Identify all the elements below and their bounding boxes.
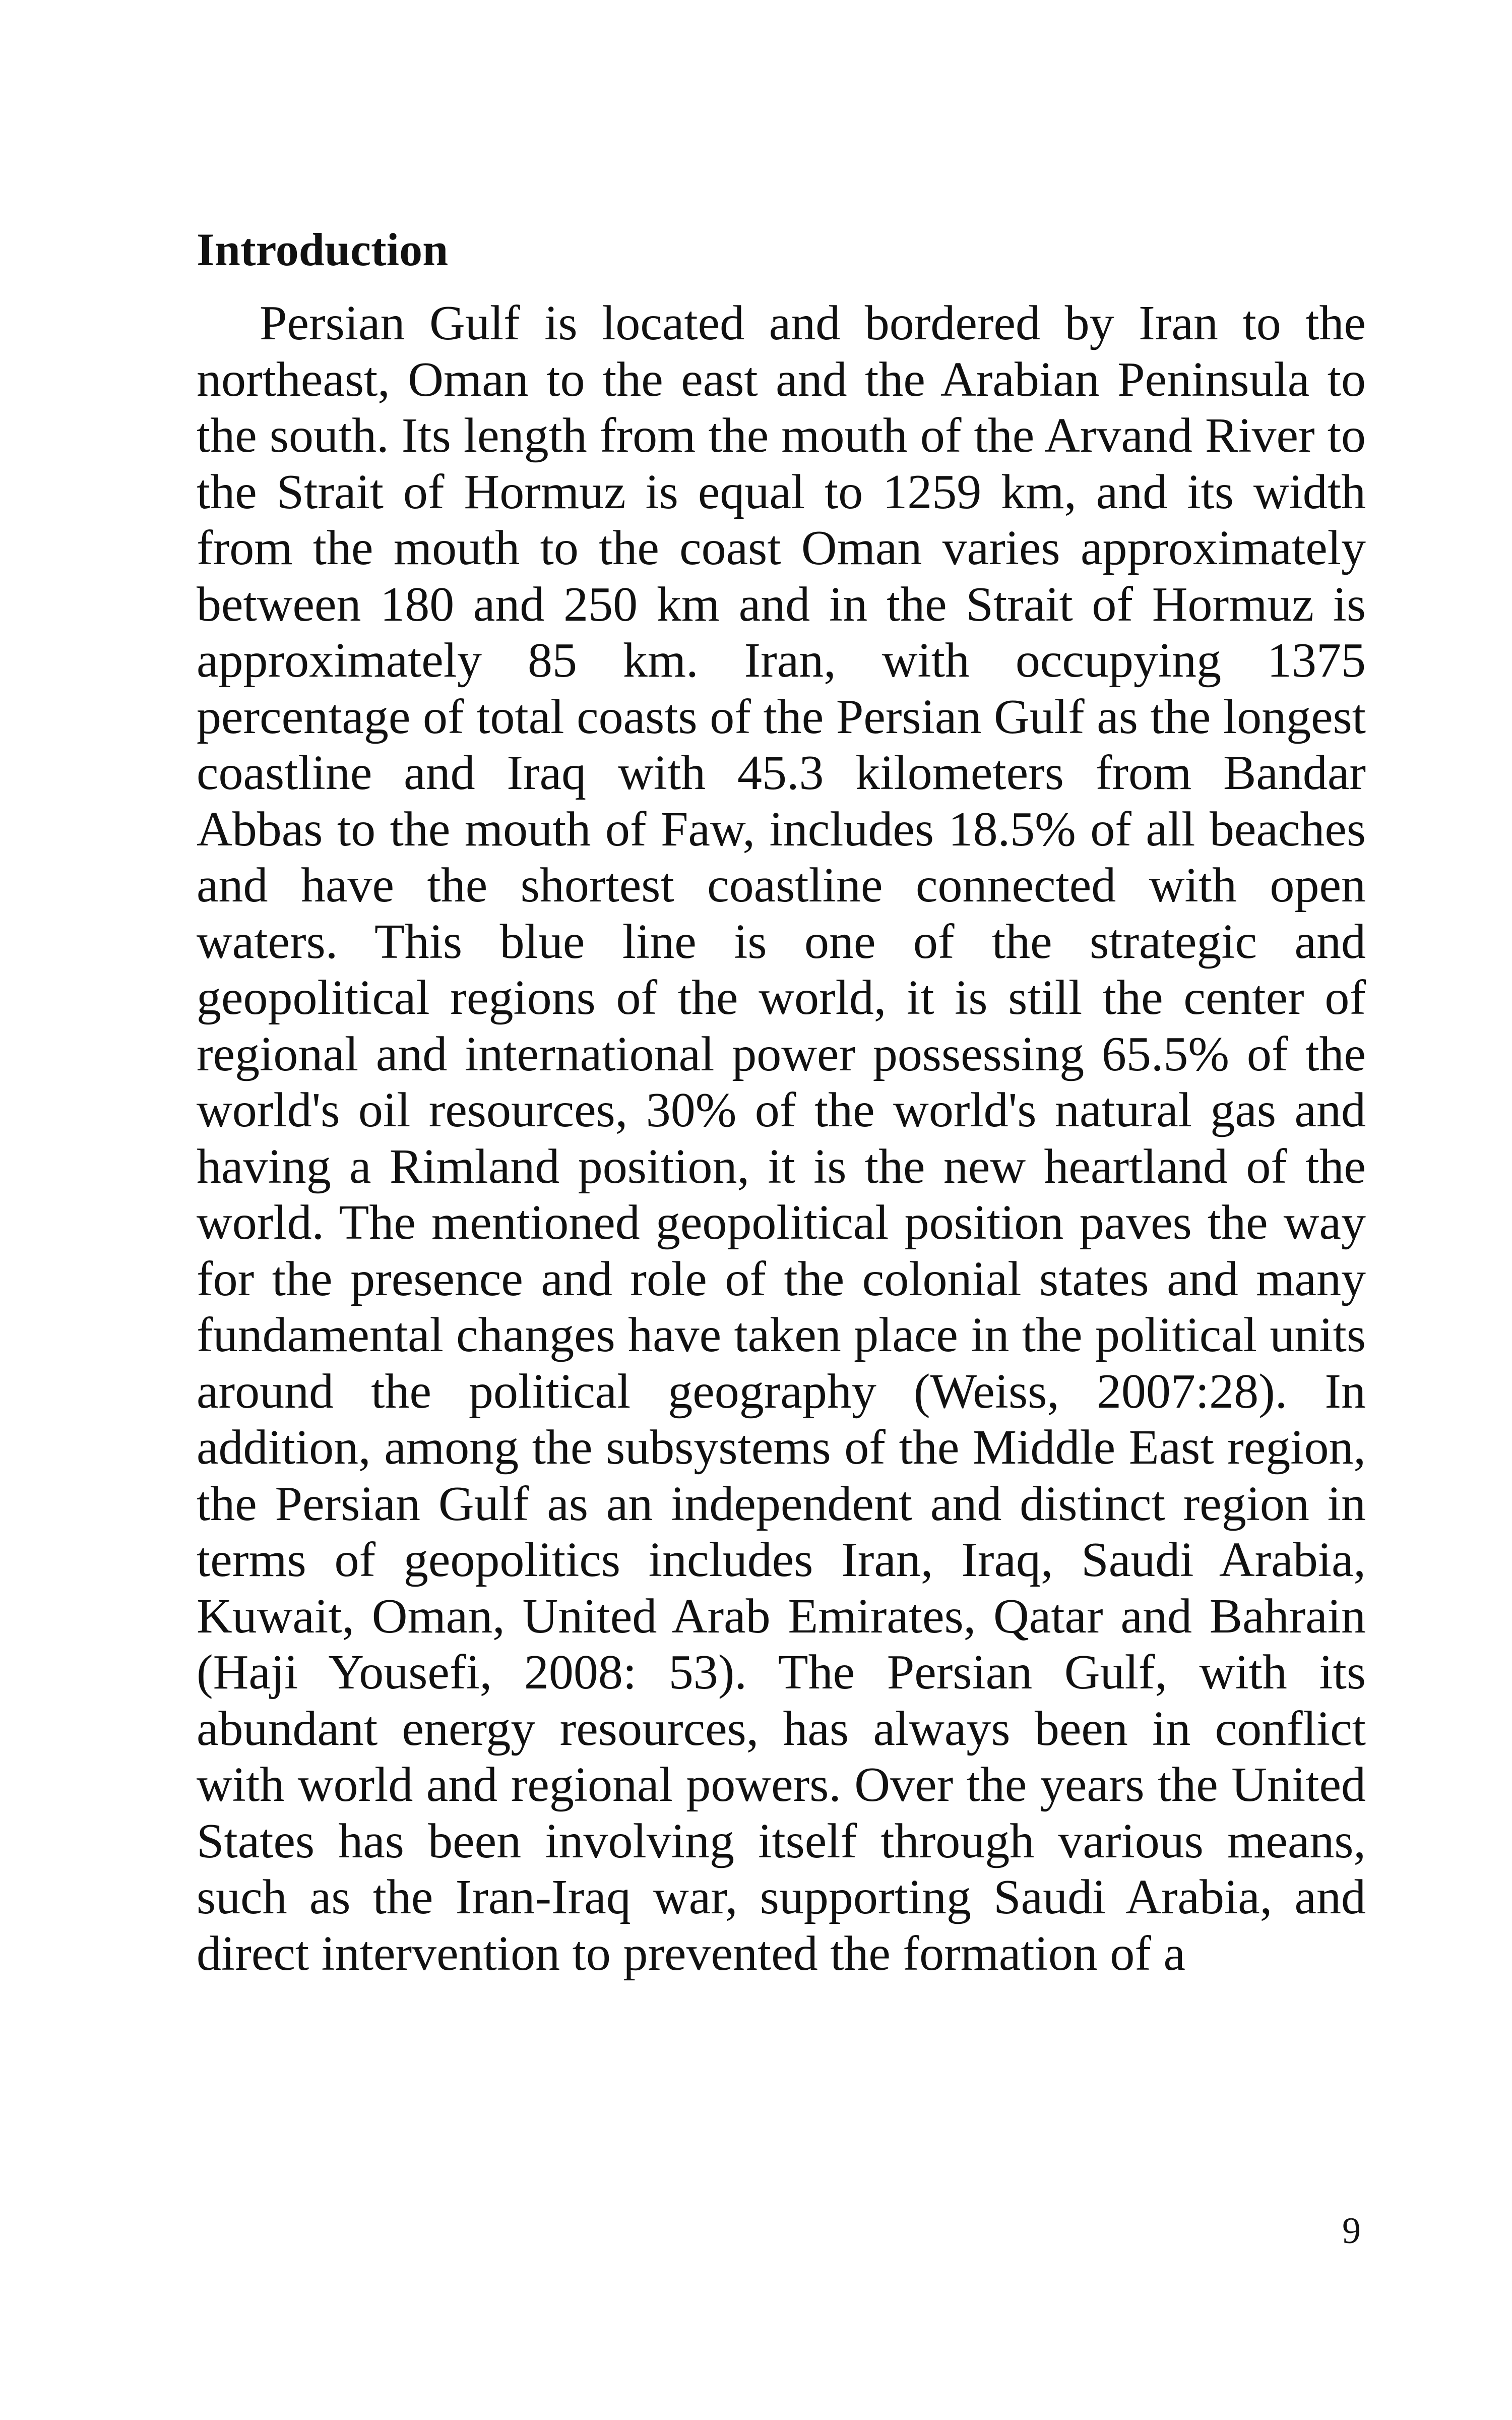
page-content <box>197 217 1366 1982</box>
page-number: 9 <box>1342 2210 1361 2252</box>
section-heading: Introduction <box>197 224 449 275</box>
body-paragraph: Persian Gulf is located and bordered by Iran to the northeast, Oman to the east and the Arabian Peninsula to the south. Its length from the mouth of the Arvand River to the Strait of Hormuz is equal to 1259 km, and its width from the mouth to the coast Oman varies approximately between 180 and 250 km and in the Strait of Hormuz is approximately 85 km. Iran, with occupying 1375 percentage of total coasts of the Persian Gulf as the longest coastline and Iraq with 45.3 kilometers from Bandar Abbas to the mouth of Faw, includes 18.5% of all beaches and have the shortest coastline connected with open waters. This blue line is one of the strategic and geopolitical regions of the world, it is still the center of regional and international power possessing 65.5% of the world's oil resources, 30% of the world's natural gas and having a Rimland position, it is the new heartland of the world. The mentioned geopolitical position paves the way for the presence and role of the colonial states and many fundamental changes have taken place in the political units around the political geography (Weiss, 2007:28). In addition, among the subsystems of the Middle East region, the Persian Gulf as an independent and distinct region in terms of geopolitics includes Iran, Iraq, Saudi Arabia, Kuwait, Oman, United Arab Emirates, Qatar and Bahrain (Haji Yousefi, 2008: 53). The Persian Gulf, with its abundant energy resources, has always been in conflict with world and regional powers. Over the years the United States has been involving itself through various means, such as the Iran-Iraq war, supporting Saudi Arabia, and direct intervention to prevented the formation of a <box>197 296 1366 1981</box>
